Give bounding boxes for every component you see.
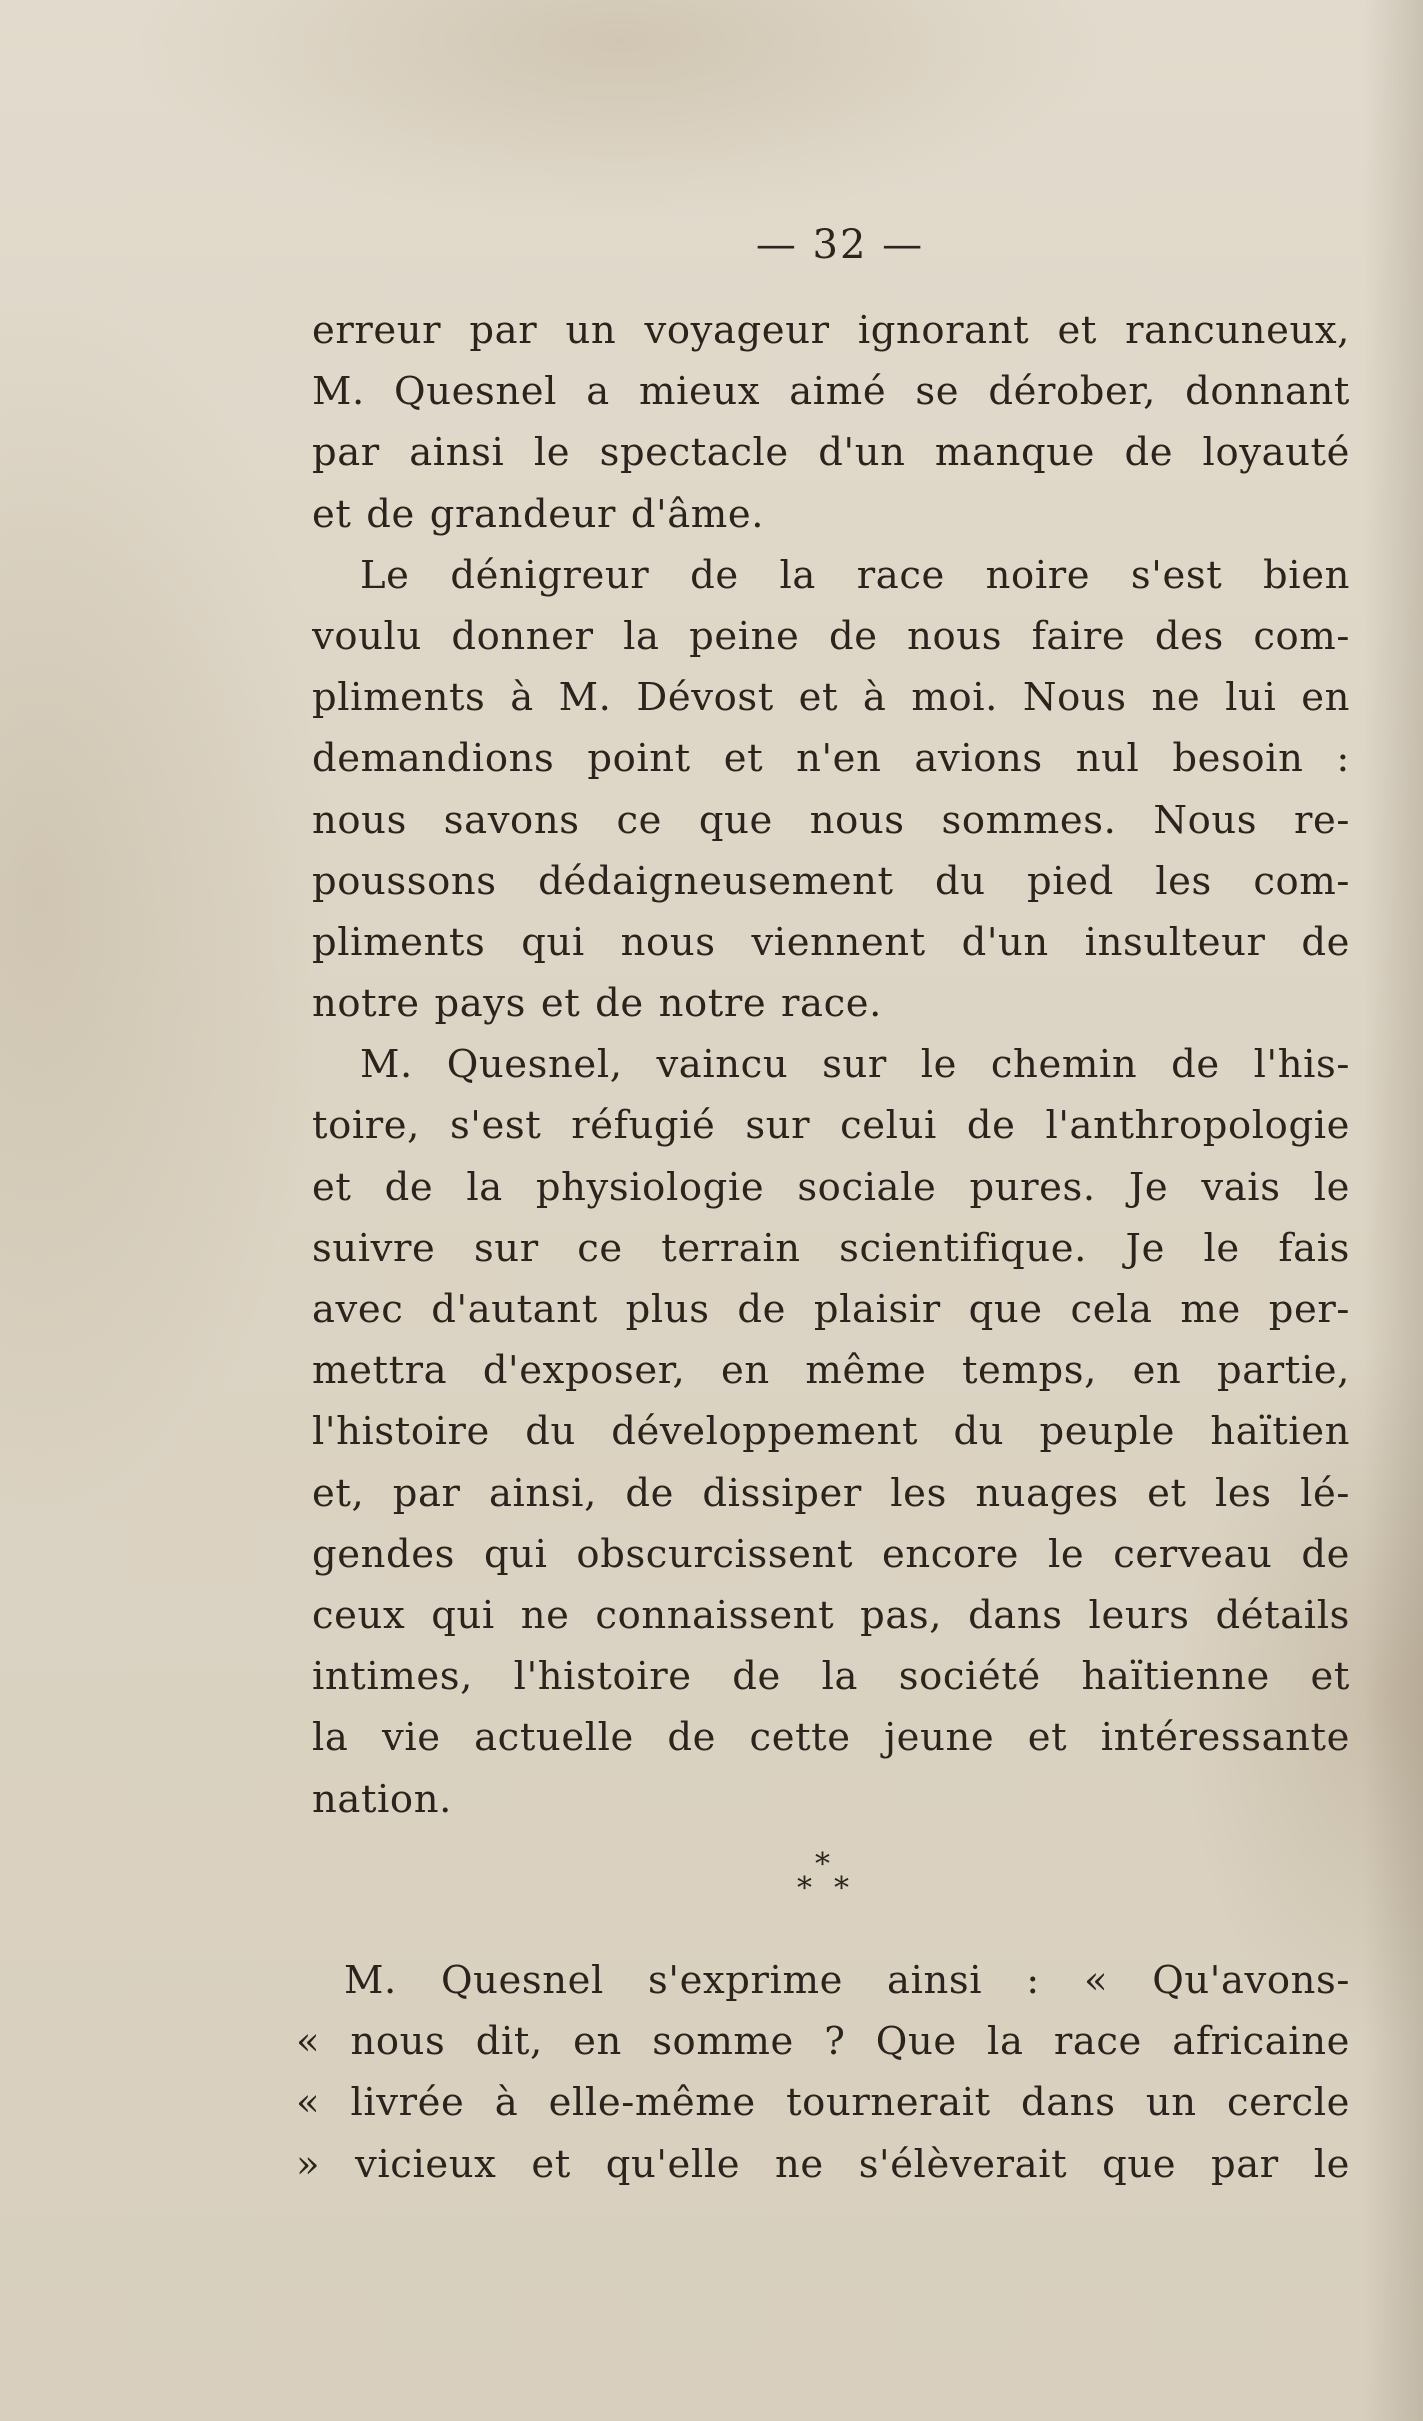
text-line: voulu donner la peine de nous faire des com- — [312, 613, 1350, 659]
body-text — [312, 300, 1350, 1970]
text-line: nation. — [312, 1776, 452, 1822]
text-line: mettra d'exposer, en même temps, en partie, — [312, 1348, 1350, 1394]
text-line: demandions point et n'en avions nul besoin : — [312, 736, 1350, 782]
page-number: — 32 — — [755, 222, 925, 268]
text-line: l'histoire du développement du peuple haïtien — [312, 1409, 1350, 1455]
text-line: M. Quesnel a mieux aimé se dérober, donnant — [312, 369, 1350, 415]
text-line: notre pays et de notre race. — [312, 981, 882, 1027]
text-line: nous savons ce que nous sommes. Nous re- — [312, 797, 1350, 843]
text-line: » vicieux et qu'elle ne s'élèverait que par le — [296, 2141, 1350, 2187]
text-line: erreur par un voyageur ignorant et rancuneux, — [312, 308, 1350, 353]
text-line: M. Quesnel s'exprime ainsi : « Qu'avons- — [344, 1958, 1350, 2003]
asterism-star: * — [834, 1870, 850, 1906]
text-line: poussons dédaigneusement du pied les com- — [312, 858, 1350, 904]
text-line: « nous dit, en somme ? Que la race africaine — [296, 2019, 1350, 2065]
text-line: toire, s'est réfugié sur celui de l'anthropologie — [312, 1103, 1350, 1149]
text-line: et, par ainsi, de dissiper les nuages et les lé- — [312, 1470, 1350, 1516]
text-line: gendes qui obscurcissent encore le cerveau de — [312, 1531, 1350, 1577]
text-line: Le dénigreur de la race noire s'est bien — [360, 552, 1350, 598]
quote-paragraph — [296, 1950, 1350, 2195]
text-line: pliments qui nous viennent d'un insulteur de — [312, 919, 1350, 965]
text-line: M. Quesnel, vaincu sur le chemin de l'his- — [360, 1042, 1350, 1088]
text-line: et de grandeur d'âme. — [312, 491, 765, 537]
asterism-star: * — [797, 1870, 813, 1906]
text-line: suivre sur ce terrain scientifique. Je le fais — [312, 1225, 1350, 1271]
text-line: pliments à M. Dévost et à moi. Nous ne lui en — [312, 675, 1350, 721]
text-line: par ainsi le spectacle d'un manque de loyauté — [312, 430, 1350, 476]
page-edge-shadow — [1363, 0, 1423, 2421]
text-line: avec d'autant plus de plaisir que cela me per- — [312, 1287, 1350, 1332]
asterism — [312, 1830, 1350, 1970]
asterism-star: * — [815, 1846, 831, 1882]
text-line: « livrée à elle-même tournerait dans un cercle — [296, 2080, 1350, 2126]
text-line: ceux qui ne connaissent pas, dans leurs détails — [312, 1592, 1350, 1638]
text-line: intimes, l'histoire de la société haïtienne et — [312, 1654, 1350, 1700]
text-line: la vie actuelle de cette jeune et intéressante — [312, 1715, 1350, 1761]
text-line: et de la physiologie sociale pures. Je vais le — [312, 1164, 1350, 1210]
